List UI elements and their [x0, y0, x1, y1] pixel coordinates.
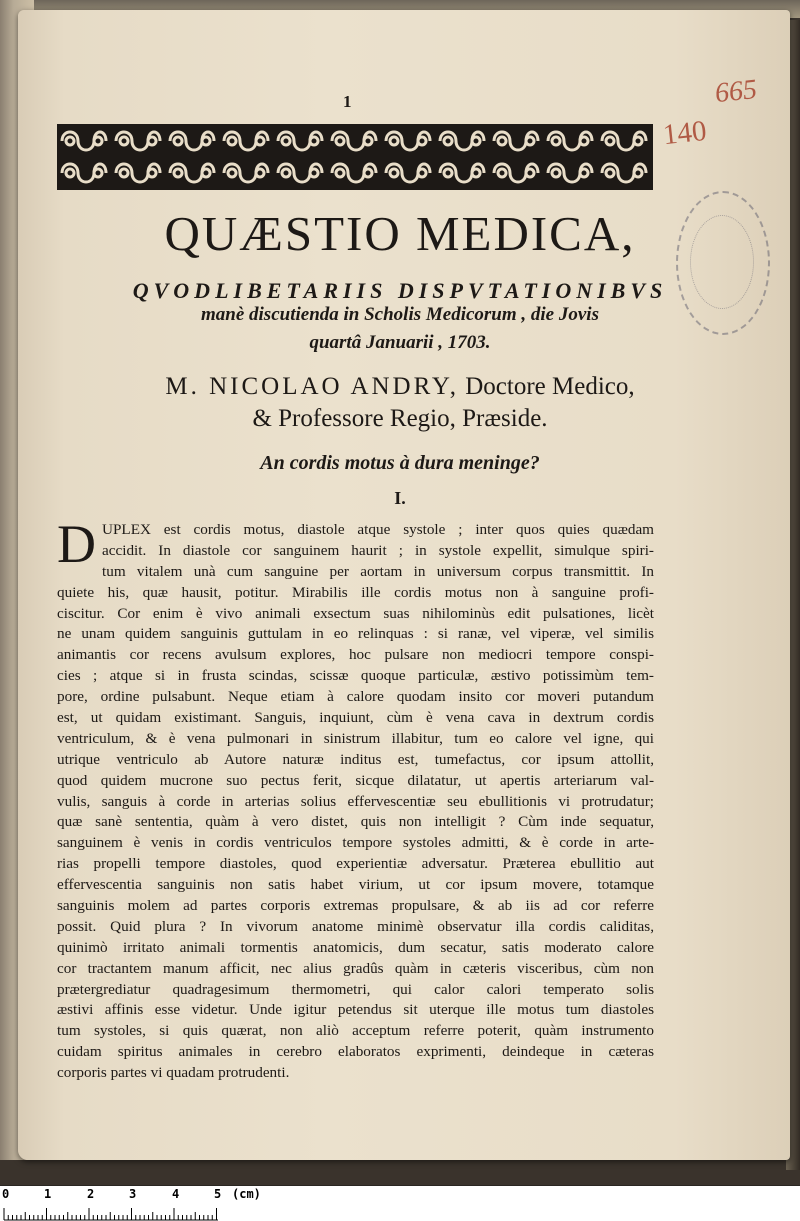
handwritten-number: 140 — [661, 114, 709, 152]
author-name: M. NICOLAO ANDRY, — [165, 373, 459, 400]
section-number: I. — [394, 488, 406, 508]
body-line: UPLEX est cordis motus, diastole atque systole ; inter quos quies quædam — [102, 521, 654, 538]
body-line: tum vitalem unà cum sanguine per aortam in universum corpus transmittit. In — [102, 562, 654, 580]
body-line: utrique ventriculo ab Autore naturæ inditus est, tumefactus, cor ipsum attollit, — [57, 750, 654, 768]
body-line: ciscitur. Cor enim è vivo animali exsectum suas nihilominùs edit pulsationes, licèt — [57, 604, 654, 622]
body-line: prætergrediatur quadragesimum thermometri, qui calor calori temperato solis — [57, 980, 654, 998]
body-text — [57, 514, 654, 1084]
ruler-label: 0 — [2, 1187, 10, 1201]
body-line: tum systoles, si quis quærat, non aliò acceptum referre poterit, quàm instrumento — [57, 1022, 654, 1040]
body-line: rias propelli tempore diastoles, quod experientiæ adversatur. Præterea ebullitio aut — [57, 855, 654, 873]
ruler-label: (cm) — [232, 1187, 261, 1201]
ruler-ticks — [0, 1200, 250, 1221]
body-line: effervescentia sanguinis non satis habet virium, ut cor ipsum movere, totamque — [57, 876, 654, 894]
body-line: ventriculum, & è vena pulmonari in sinistrum illabitur, tum eo calore vel igne, qui — [57, 729, 654, 747]
author-role: Doctore Medico, — [459, 373, 635, 400]
body-line: quod quidem mucrone suo pectus ferit, sicque dilatatur, ut apertis arteriarum val- — [57, 771, 654, 789]
body-line: ne unam quidem sanguinis guttulam in eo relinquas : si ranæ, vel viperæ, vel similis — [57, 625, 654, 643]
page-number: 1 — [343, 92, 352, 111]
drop-cap: D — [57, 514, 96, 574]
ruler-label: 1 — [44, 1187, 52, 1201]
body-line: sanguinem è venis in cordis ventriculos tempore systoles admitti, & è corde in arte- — [57, 834, 654, 852]
question-heading: An cordis motus à dura meninge? — [260, 452, 540, 474]
body-line: æstivi affinis esse videtur. Unde igitur petendus sit uterque ille motus tum diastoles — [57, 1001, 654, 1019]
body-line: animantis cor recens avulsum explores, hoc pulsare non mediocri tempore conspi- — [57, 646, 654, 664]
body-line: vulis, sanguis à corde in arterias solius effervescentiæ seu ebullitionis vi protrudatur; — [57, 792, 654, 810]
subtitle-line-3: quartâ Januarii , 1703. — [309, 332, 491, 353]
ruler-margin — [250, 1186, 800, 1221]
body-line: sanguinis molem ad partes corporis extremas propulsare, & ab iis ad cor referre — [57, 897, 654, 915]
body-lines — [57, 514, 654, 1084]
subtitle-line-1: QVODLIBETARIIS DISPVTATIONIBVS — [132, 278, 668, 303]
body-line: cor tractantem manum afficit, nec alius gradûs quàm in cæteris visceribus, cùm non — [57, 959, 654, 977]
ruler-label: 5 — [214, 1187, 222, 1201]
body-line: pore, ordine pulsabunt. Neque etiam à calore quodam insito cor moveri putandum — [57, 688, 654, 706]
body-line: quiete his, quæ hausit, potitur. Mirabilis ille cordis motus non à sanguine profi- — [57, 583, 654, 601]
ruler-label: 3 — [129, 1187, 137, 1201]
author-line-1 — [0, 373, 800, 401]
body-line: est, ut quidam existimant. Sanguis, inquiunt, cùm è vena cava in dextrum cordis — [57, 709, 654, 727]
decorative-ornament-band — [57, 124, 653, 190]
body-line: possit. Quid plura ? In vivorum anatome minimè observatur illa cordis caliditas, — [57, 917, 654, 935]
body-line: quæ sanè sententia, quàm à vero distet, quis non intelligit ? Cùm inde sequatur, — [57, 813, 654, 831]
document-title: QUÆSTIO MEDICA, — [164, 206, 636, 261]
subtitle-line-2: manè discutienda in Scholis Medicorum , die Jovis — [201, 304, 599, 325]
body-line: cuidam spiritus animales in cerebro elaboratos exprimenti, deindeque in cæteras — [57, 1043, 654, 1061]
author-line-2: & Professore Regio, Præside. — [252, 405, 548, 432]
body-line: accidit. In diastole cor sanguinem haurit ; in systole expellit, simulque spiri- — [102, 541, 654, 559]
body-line: quinimò irritato animali tormentis anatomicis, dum secatur, satis moderato calore — [57, 938, 654, 956]
ruler-label: 4 — [172, 1187, 180, 1201]
body-line: cies ; atque si in frusta scindas, scissæ quoque particulæ, æstivo potissimùm tem- — [57, 667, 654, 685]
ruler-label: 2 — [87, 1187, 95, 1201]
body-line: corporis partes vi quadam protrudenti. — [57, 1064, 290, 1082]
handwritten-shelfmark: 665 — [713, 73, 759, 110]
